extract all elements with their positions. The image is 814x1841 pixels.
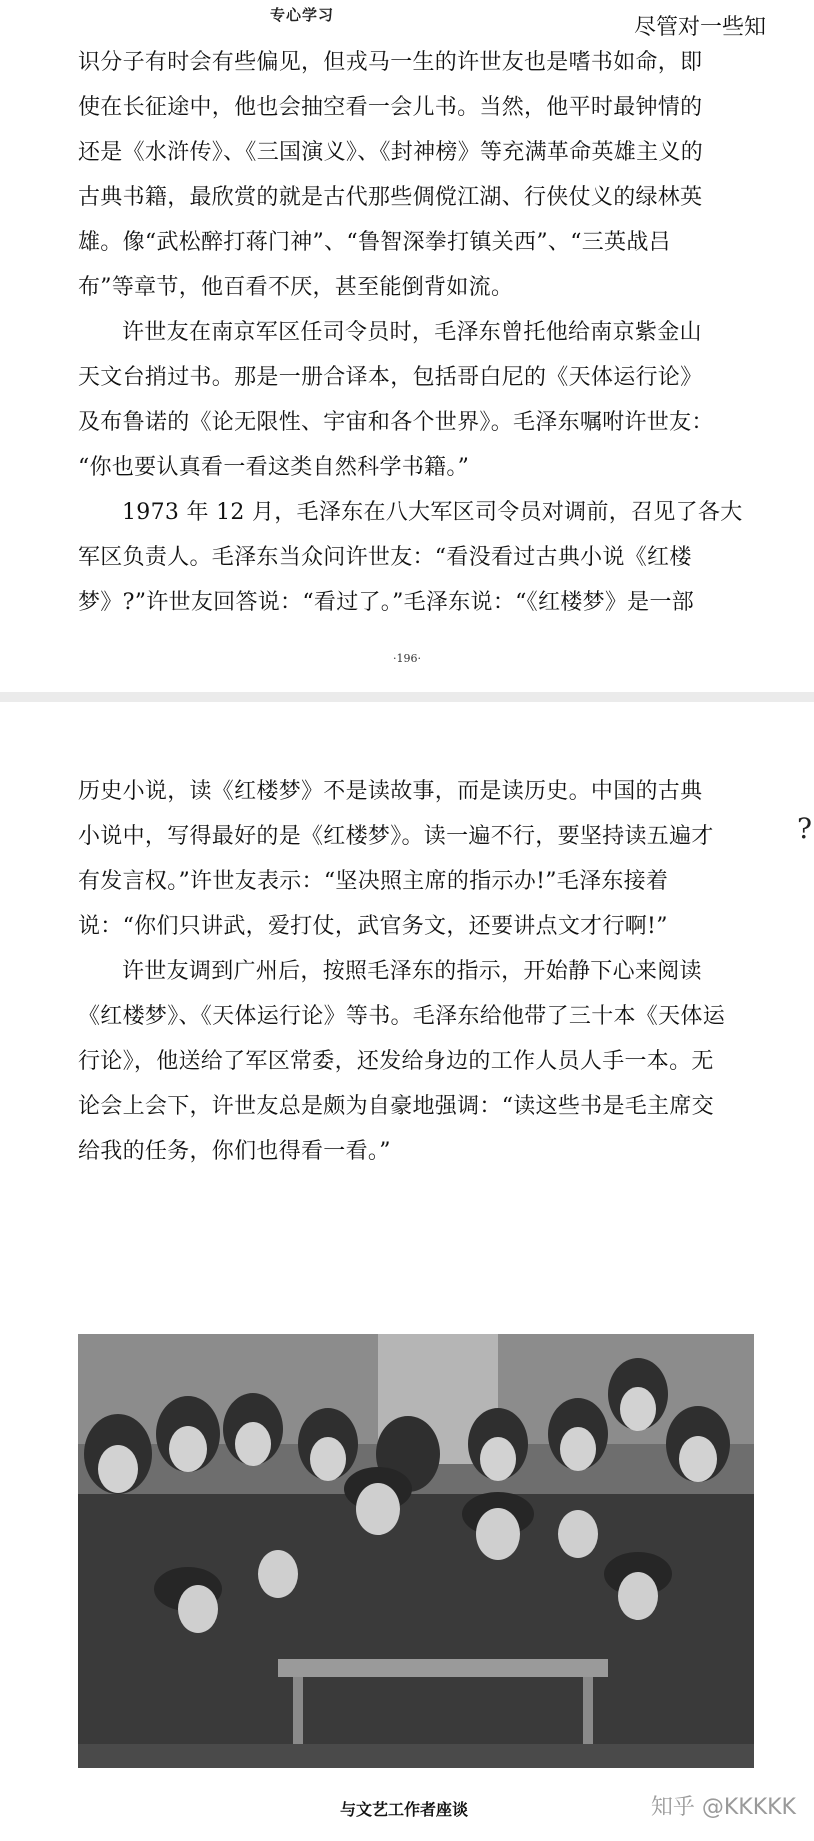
text-line: 还是《水浒传》、《三国演义》、《封神榜》等充满革命英雄主义的 <box>78 140 704 165</box>
text-line: 论会上会下，许世友总是颇为自豪地强调：“读这些书是毛主席交 <box>78 1094 714 1119</box>
text-line: 雄。像“武松醉打蒋门神”、“鲁智深拳打镇关西”、“三英战吕 <box>78 230 671 255</box>
photo-caption: 与文艺工作者座谈 <box>340 1800 469 1819</box>
text-line: 许世友在南京军区任司令员时，毛泽东曾托他给南京紫金山 <box>122 320 702 345</box>
photo-illustration <box>78 1334 754 1768</box>
page-number: ·196· <box>393 652 421 665</box>
body-text <box>78 769 764 1174</box>
body-text <box>78 40 764 625</box>
text-line: 历史小说，读《红楼梦》不是读故事，而是读历史。中国的古典 <box>78 779 703 804</box>
text-line: 行论》，他送给了军区常委，还发给身边的工作人员人手一本。无 <box>78 1049 714 1074</box>
watermark: 知乎 @KKKKK <box>650 1795 796 1820</box>
text-line: 小说中，写得最好的是《红楼梦》。读一遍不行，要坚持读五遍才 <box>78 824 714 849</box>
group-photo <box>78 1334 754 1768</box>
text-line: 识分子有时会有些偏见，但戎马一生的许世友也是嗜书如命，即 <box>78 50 703 75</box>
page-separator <box>0 692 814 702</box>
text-line: 给我的任务，你们也得看一看。” <box>78 1139 391 1164</box>
book-page-197 <box>0 702 814 1841</box>
text-line: 许世友调到广州后，按照毛泽东的指示，开始静下心来阅读 <box>122 959 702 984</box>
text-line: 天文台捎过书。那是一册合译本，包括哥白尼的《天体运行论》 <box>78 365 703 390</box>
text-line: 有发言权。”许世友表示：“坚决照主席的指示办!”毛泽东接着 <box>78 869 669 894</box>
running-header-left: 专心学习 <box>270 6 335 24</box>
text-line: 军区负责人。毛泽东当众问许世友：“看没看过古典小说《红楼 <box>78 545 692 570</box>
text-line: “你也要认真看一看这类自然科学书籍。” <box>78 455 470 480</box>
text-line: 1973 年 12 月，毛泽东在八大军区司令员对调前，召见了各大 <box>122 500 743 525</box>
text-line: 说：“你们只讲武，爱打仗，武官务文，还要讲点文才行啊!” <box>78 914 668 939</box>
book-page-196 <box>0 0 814 692</box>
text-line: 梦》?”许世友回答说：“看过了。”毛泽东说：“《红楼梦》是一部 <box>78 590 695 615</box>
running-header-right: 尽管对一些知 <box>633 15 766 40</box>
text-line: 使在长征途中，他也会抽空看一会儿书。当然，他平时最钟情的 <box>78 95 703 120</box>
edge-mark: ? <box>796 812 812 845</box>
text-line: 古典书籍，最欣赏的就是古代那些倜傥江湖、行侠仗义的绿林英 <box>78 185 703 210</box>
text-line: 及布鲁诺的《论无限性、宇宙和各个世界》。毛泽东嘱咐许世友： <box>78 410 714 435</box>
text-line: 《红楼梦》、《天体运行论》等书。毛泽东给他带了三十本《天体运 <box>78 1004 726 1029</box>
text-line: 布”等章节，他百看不厌，甚至能倒背如流。 <box>78 275 514 300</box>
